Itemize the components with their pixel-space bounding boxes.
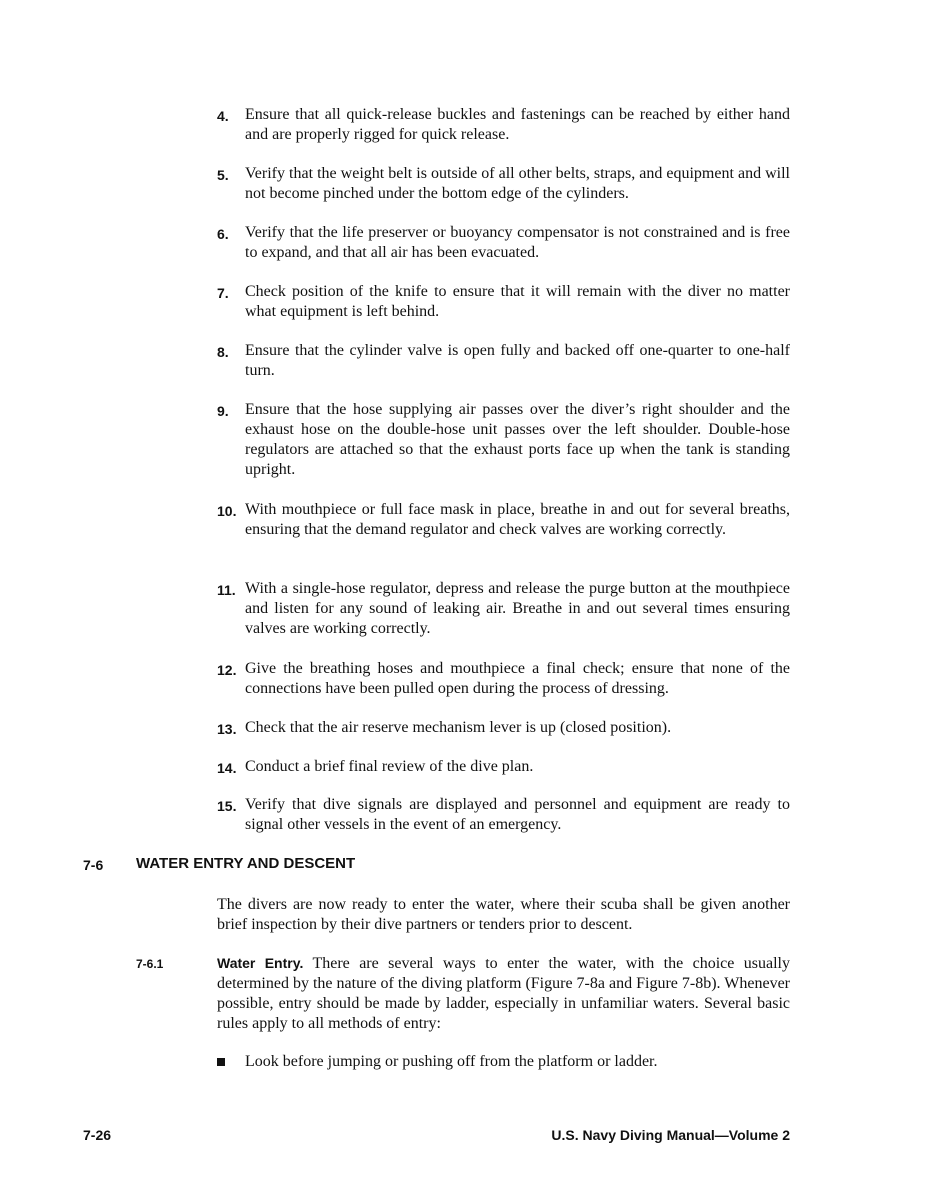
step-text: Verify that the weight belt is outside of all other belts, straps, and equipment and will not become pinched under the bottom edge of the cylinders. xyxy=(245,165,790,202)
subsection-paragraph xyxy=(217,953,790,1034)
step-text: Verify that the life preserver or buoyancy compensator is not constrained and is free to expand, and that all air has been evacuated. xyxy=(245,224,790,261)
step-number: 9. xyxy=(217,403,229,419)
step-number: 13. xyxy=(217,721,237,737)
step-text: Conduct a brief final review of the dive plan. xyxy=(245,758,534,775)
subsection-body-text: There are several ways to enter the water, with the choice usually determined by the nature of the diving platform (Figure 7-8a and Figure 7-8b). Whenever possible, entry should be made by ladder, especially in unfamiliar waters. Several basic rules apply to all methods of entry: xyxy=(217,955,791,1032)
list-item-step-5 xyxy=(217,164,790,204)
list-item-step-10 xyxy=(217,500,790,540)
step-number: 7. xyxy=(217,285,229,301)
square-bullet-icon xyxy=(217,1058,225,1066)
section-number: 7-6 xyxy=(83,857,104,873)
step-text: With a single-hose regulator, depress and release the purge button at the mouthpiece and listen for any sound of leaking air. Breathe in and out several times ensuring valves are working correctly. xyxy=(245,580,790,637)
step-number: 4. xyxy=(217,108,229,124)
step-number: 11. xyxy=(217,582,236,598)
section-title: WATER ENTRY AND DESCENT xyxy=(136,855,356,872)
list-item-step-4 xyxy=(217,105,790,145)
list-item-step-15 xyxy=(217,795,790,835)
step-number: 12. xyxy=(217,662,237,678)
footer-manual-title: U.S. Navy Diving Manual—Volume 2 xyxy=(551,1127,790,1143)
list-item-step-12 xyxy=(217,659,790,699)
step-text: Verify that dive signals are displayed and personnel and equipment are ready to signal other vessels in the event of an emergency. xyxy=(245,796,790,833)
step-number: 8. xyxy=(217,344,229,360)
step-text: Check that the air reserve mechanism lever is up (closed position). xyxy=(245,719,672,736)
subsection-title: Water Entry. xyxy=(217,955,304,971)
step-number: 10. xyxy=(217,503,237,519)
step-number: 15. xyxy=(217,798,237,814)
bullet-item xyxy=(217,1052,790,1072)
list-item-step-6 xyxy=(217,223,790,263)
step-number: 14. xyxy=(217,760,237,776)
step-text: With mouthpiece or full face mask in place, breathe in and out for several breaths, ensuring that the demand regulator and check valves are working correctly. xyxy=(245,501,790,538)
list-item-step-13 xyxy=(217,718,790,738)
step-text: Give the breathing hoses and mouthpiece a final check; ensure that none of the connections have been pulled open during the process of dressing. xyxy=(245,660,790,697)
list-item-step-11 xyxy=(217,579,790,639)
step-text: Check position of the knife to ensure that it will remain with the diver no matter what equipment is left behind. xyxy=(245,283,790,320)
step-text: Ensure that the hose supplying air passes over the diver’s right shoulder and the exhaust hose on the double-hose unit passes over the left shoulder. Double-hose regulators are attached so that the exhaust ports face up when the tank is standing upright. xyxy=(245,401,790,478)
step-text: Ensure that all quick-release buckles and fastenings can be reached by either hand and are properly rigged for quick release. xyxy=(245,106,790,143)
section-intro-paragraph: The divers are now ready to enter the water, where their scuba shall be given another brief inspection by their dive partners or tenders prior to descent. xyxy=(217,896,790,933)
list-item-step-7 xyxy=(217,282,790,322)
step-text: Ensure that the cylinder valve is open fully and backed off one-quarter to one-half turn. xyxy=(245,342,790,379)
list-item-step-8 xyxy=(217,341,790,381)
bullet-text: Look before jumping or pushing off from the platform or ladder. xyxy=(245,1053,658,1070)
step-number: 5. xyxy=(217,167,229,183)
subsection-number: 7-6.1 xyxy=(136,957,164,971)
step-number: 6. xyxy=(217,226,229,242)
list-item-step-14 xyxy=(217,757,790,777)
footer-page-number: 7-26 xyxy=(83,1127,112,1143)
list-item-step-9 xyxy=(217,400,790,480)
